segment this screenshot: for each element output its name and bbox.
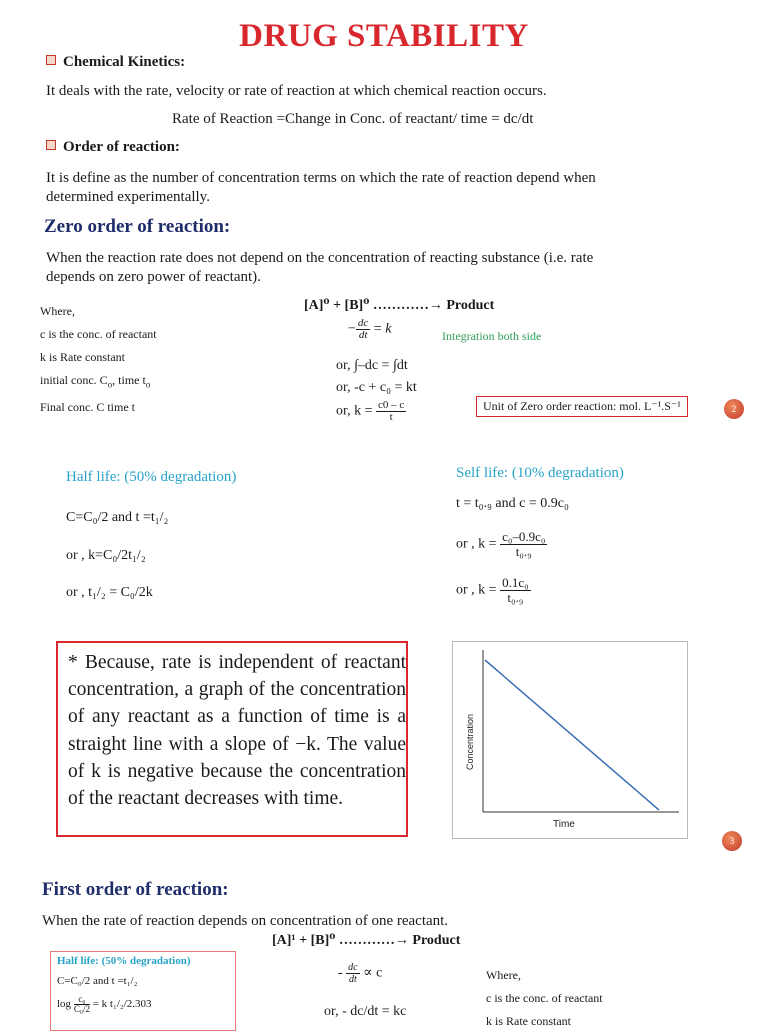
first-order-where (486, 964, 603, 1033)
page-number-badge: 3 (722, 831, 742, 851)
order-definition-line2: determined experimentally. (46, 189, 210, 205)
page-number-badge: 2 (724, 399, 744, 419)
integral-equation: or, ∫–dc = ∫dt (336, 358, 408, 373)
where-item: c is the conc. of reactant (40, 327, 157, 341)
rate-formula: Rate of Reaction =Change in Conc. of reactant/ time = dc/dt (172, 111, 534, 127)
trend-line (485, 660, 659, 810)
explanation-box (56, 641, 408, 837)
where-item: c is the conc. of reactant (486, 991, 603, 1005)
k-equation: or, k = $\frac{c0 - c}{t}$ (336, 399, 405, 423)
first-order-rate2: or, - dc/dt = kc (324, 1004, 407, 1019)
first-order-line1: When the rate of reaction depends on concentration of one reactant. (42, 913, 449, 929)
zero-order-reaction: [A]⁰ + [B]⁰ …………→ Product (304, 298, 495, 313)
zero-order-line2: depends on zero power of reactant). (46, 269, 261, 285)
linear-equation: or, -c + c₀ = kt (336, 380, 417, 395)
shelf-life-eq2: or , k = $\frac{\text{c₀–0.9c₀}}{\text{t₀.₉}}$ (456, 529, 546, 559)
zero-order-line1: When the reaction rate does not depend on the concentration of reacting substance (i.e. rate (46, 250, 594, 266)
bullet-icon (46, 140, 56, 150)
half-life-heading: Half life: (50% degradation) (66, 469, 237, 485)
graph-svg (453, 642, 687, 838)
x-axis-label: Time (553, 819, 575, 830)
shelf-life-eq1: t = t₀.₉ and c = 0.9c₀ (456, 496, 569, 511)
where-item: k is Rate constant (40, 350, 125, 364)
integration-note: Integration both side (442, 329, 542, 343)
where-item: initial conc. $C_o$, time $t_o$ (40, 373, 151, 390)
where-item: Final conc. C time t (40, 400, 135, 415)
order-of-reaction-heading (46, 139, 180, 156)
concentration-time-graph (452, 641, 688, 839)
where-label: Where, (486, 968, 521, 982)
where-item: k is Rate constant (486, 1014, 571, 1028)
first-half-life-eq1: C=C₀/2 and t =t₁/₂ (57, 975, 138, 987)
first-order-heading: First order of reaction: (42, 879, 229, 900)
heading-text: Order of reaction: (63, 139, 180, 155)
bullet-icon (46, 55, 56, 65)
heading-text: Chemical Kinetics: (63, 54, 186, 70)
chemical-kinetics-heading (46, 54, 185, 71)
first-half-life-heading: Half life: (50% degradation) (57, 955, 191, 967)
shelf-life-heading: Self life: (10% degradation) (456, 465, 624, 481)
order-definition-line1: It is define as the number of concentration terms on which the rate of reaction depend when (46, 170, 596, 186)
half-life-eq2: or , k=C₀/2t₁/₂ (66, 548, 146, 563)
where-label: Where, (40, 304, 75, 318)
zero-order-rate-equation: − $\frac{dc}{dt}$ = k (348, 317, 392, 341)
first-order-half-life-box (50, 951, 236, 1031)
zero-order-heading: Zero order of reaction: (44, 216, 231, 237)
explanation-text: * Because, rate is independent of reactant concentration, a graph of the concentration of any reactant as a function of time is a straight line with a slope of −k. The value of k is negative because the concentration of the reactant decreases with time. (68, 652, 406, 810)
first-order-rate: - $\frac{dc}{dt}$ ∝ c (338, 962, 383, 985)
chemical-kinetics-text: It deals with the rate, velocity or rate of reaction at which chemical reaction occurs. (46, 83, 547, 99)
where-block (40, 300, 157, 419)
half-life-eq1: C=C₀/2 and t =t₁/₂ (66, 510, 169, 525)
first-half-life-eq2: log $\frac{\text{c₀}}{\text{C₀/2}}$ = k t₁/₂/2.303 (57, 994, 152, 1014)
half-life-eq3: or , t₁/₂ = C₀/2k (66, 585, 153, 600)
unit-box: Unit of Zero order reaction: mol. L⁻¹.S⁻¹ (476, 396, 688, 417)
page-title: DRUG STABILITY (239, 18, 529, 54)
y-axis-label: Concentration (465, 713, 475, 770)
first-order-reaction: [A]¹ + [B]⁰ …………→ Product (272, 933, 461, 948)
shelf-life-eq3: or , k = $\frac{\text{0.1c₀}}{\text{t₀.₉}}$ (456, 575, 529, 605)
